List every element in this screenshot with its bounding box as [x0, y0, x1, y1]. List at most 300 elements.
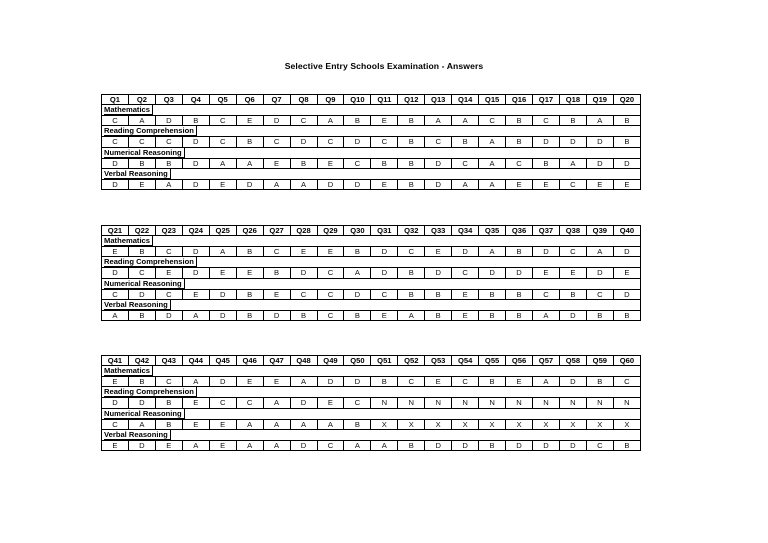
question-number-cell: Q36 [506, 226, 533, 236]
answer-cell: A [182, 310, 209, 320]
answer-cell: D [425, 440, 452, 450]
answer-cell: D [533, 440, 560, 450]
question-number-cell: Q34 [452, 226, 479, 236]
question-number-cell: Q38 [559, 226, 586, 236]
section-label: Numerical Reasoning [104, 279, 185, 289]
question-header-row [102, 356, 641, 366]
answer-cell: B [613, 310, 640, 320]
question-number-cell: Q2 [128, 95, 155, 105]
question-number-cell: Q14 [452, 95, 479, 105]
answer-cell: D [425, 158, 452, 168]
question-number-cell: Q12 [398, 95, 425, 105]
answer-cell: C [317, 310, 344, 320]
question-number-cell: Q59 [586, 356, 613, 366]
answer-cell: E [102, 440, 129, 450]
question-number-cell: Q17 [533, 95, 560, 105]
answer-cell: D [425, 268, 452, 278]
question-number-cell: Q54 [452, 356, 479, 366]
answer-cell: E [452, 289, 479, 299]
section-label-cell [102, 236, 641, 247]
answer-cell: A [236, 419, 263, 429]
question-number-cell: Q43 [155, 356, 182, 366]
section-label-row [102, 236, 641, 247]
question-number-cell: Q13 [425, 95, 452, 105]
answers-table-q41-q60 [101, 355, 641, 451]
answer-cell: B [371, 158, 398, 168]
answers-row [102, 179, 641, 189]
answer-cell: D [344, 137, 371, 147]
answer-cell: E [209, 419, 236, 429]
question-number-cell: Q55 [479, 356, 506, 366]
answer-cell: D [263, 116, 290, 126]
answer-cell: A [290, 377, 317, 387]
answer-cell: C [263, 137, 290, 147]
answer-cell: B [506, 289, 533, 299]
answer-cell: X [613, 419, 640, 429]
answer-cell: D [182, 268, 209, 278]
answer-cell: A [371, 440, 398, 450]
answer-cell: D [263, 310, 290, 320]
answers-row [102, 268, 641, 278]
answer-cell: B [128, 310, 155, 320]
answer-cell: B [559, 289, 586, 299]
answer-cell: N [398, 398, 425, 408]
answer-cell: D [371, 247, 398, 257]
answer-cell: B [613, 116, 640, 126]
answer-cell: C [317, 289, 344, 299]
answer-cell: B [613, 440, 640, 450]
answer-cell: E [209, 268, 236, 278]
question-number-cell: Q28 [290, 226, 317, 236]
question-number-cell: Q26 [236, 226, 263, 236]
answer-cell: B [371, 377, 398, 387]
answer-cell: B [479, 289, 506, 299]
answer-cell: D [102, 268, 129, 278]
answer-cell: D [317, 179, 344, 189]
answer-cell: X [559, 419, 586, 429]
answer-cell: A [290, 419, 317, 429]
answer-cell: D [586, 137, 613, 147]
answer-cell: E [425, 247, 452, 257]
question-number-cell: Q23 [155, 226, 182, 236]
question-number-cell: Q24 [182, 226, 209, 236]
answer-cell: C [506, 158, 533, 168]
answer-cell: E [371, 116, 398, 126]
answers-row [102, 158, 641, 168]
question-number-cell: Q45 [209, 356, 236, 366]
answer-cell: A [102, 310, 129, 320]
answer-cell: B [344, 116, 371, 126]
section-label-row [102, 278, 641, 289]
answers-row [102, 398, 641, 408]
answer-cell: C [155, 377, 182, 387]
answer-cell: E [506, 377, 533, 387]
answers-table-q21-q40 [101, 225, 641, 321]
answer-cell: N [559, 398, 586, 408]
answer-cell: B [398, 179, 425, 189]
answer-cell: X [506, 419, 533, 429]
answer-cell: D [290, 440, 317, 450]
answer-cell: B [506, 116, 533, 126]
answer-cell: D [128, 398, 155, 408]
answer-cell: E [613, 179, 640, 189]
answer-cell: C [398, 377, 425, 387]
answer-cell: B [479, 377, 506, 387]
answer-cell: N [479, 398, 506, 408]
question-number-cell: Q25 [209, 226, 236, 236]
answer-cell: E [263, 289, 290, 299]
question-number-cell: Q41 [102, 356, 129, 366]
answer-cell: A [344, 440, 371, 450]
question-number-cell: Q5 [209, 95, 236, 105]
question-number-cell: Q50 [344, 356, 371, 366]
answer-cell: A [263, 398, 290, 408]
answer-cell: D [586, 268, 613, 278]
answer-cell: D [128, 440, 155, 450]
answer-cell: C [209, 116, 236, 126]
answer-cell: B [425, 289, 452, 299]
answer-cell: N [613, 398, 640, 408]
question-number-cell: Q21 [102, 226, 129, 236]
answer-cell: C [102, 419, 129, 429]
question-number-cell: Q58 [559, 356, 586, 366]
answer-cell: A [236, 440, 263, 450]
answer-cell: D [479, 268, 506, 278]
answer-cell: A [263, 440, 290, 450]
question-number-cell: Q39 [586, 226, 613, 236]
question-number-cell: Q7 [263, 95, 290, 105]
answer-cell: A [344, 268, 371, 278]
answer-cell: D [533, 137, 560, 147]
answer-cell: D [182, 179, 209, 189]
section-label: Numerical Reasoning [104, 409, 185, 419]
section-label: Reading Comprehension [104, 126, 197, 136]
answer-cell: E [533, 268, 560, 278]
answer-cell: E [533, 179, 560, 189]
answer-cell: A [452, 179, 479, 189]
question-number-cell: Q52 [398, 356, 425, 366]
answer-cell: B [398, 137, 425, 147]
section-label-cell [102, 387, 641, 398]
answer-cell: E [236, 377, 263, 387]
section-label-cell [102, 299, 641, 310]
answer-cell: B [398, 268, 425, 278]
answer-cell: D [128, 289, 155, 299]
answer-cell: C [128, 137, 155, 147]
question-number-cell: Q27 [263, 226, 290, 236]
section-label: Verbal Reasoning [104, 300, 171, 310]
answer-cell: B [128, 158, 155, 168]
answer-cell: A [290, 179, 317, 189]
section-label: Verbal Reasoning [104, 169, 171, 179]
answer-cell: C [586, 289, 613, 299]
answer-cell: C [533, 289, 560, 299]
answer-cell: E [290, 247, 317, 257]
question-number-cell: Q1 [102, 95, 129, 105]
question-number-cell: Q3 [155, 95, 182, 105]
question-number-cell: Q57 [533, 356, 560, 366]
answer-cell: D [506, 440, 533, 450]
answer-cell: D [209, 310, 236, 320]
question-number-cell: Q42 [128, 356, 155, 366]
answer-cell: B [155, 398, 182, 408]
question-header-row [102, 226, 641, 236]
answer-cell: C [371, 137, 398, 147]
section-label: Mathematics [104, 105, 153, 115]
answer-cell: D [559, 440, 586, 450]
answer-cell: B [344, 247, 371, 257]
answer-cell: D [182, 137, 209, 147]
section-label-row [102, 147, 641, 158]
answer-cell: E [102, 247, 129, 257]
answers-table-q1-q20 [101, 94, 641, 190]
question-number-cell: Q49 [317, 356, 344, 366]
answers-row [102, 247, 641, 257]
answer-cell: A [128, 419, 155, 429]
question-number-cell: Q6 [236, 95, 263, 105]
section-label-row [102, 126, 641, 137]
answer-cell: C [290, 116, 317, 126]
answer-cell: D [559, 310, 586, 320]
answer-cell: B [155, 419, 182, 429]
question-number-cell: Q53 [425, 356, 452, 366]
answer-cell: E [425, 377, 452, 387]
answer-cell: A [182, 440, 209, 450]
question-number-cell: Q60 [613, 356, 640, 366]
answer-cell: D [102, 179, 129, 189]
section-label-row [102, 408, 641, 419]
answer-cell: E [236, 268, 263, 278]
answer-cell: E [209, 440, 236, 450]
answer-cell: B [128, 377, 155, 387]
answer-cell: C [452, 158, 479, 168]
answer-cell: C [290, 289, 317, 299]
answer-cell: E [452, 310, 479, 320]
question-number-cell: Q33 [425, 226, 452, 236]
answer-cell: A [317, 116, 344, 126]
answer-cell: N [452, 398, 479, 408]
answer-cell: C [236, 398, 263, 408]
answer-cell: B [398, 116, 425, 126]
answer-cell: B [182, 116, 209, 126]
answer-cell: E [317, 247, 344, 257]
answer-cell: B [479, 310, 506, 320]
answer-cell: A [452, 116, 479, 126]
answer-cell: X [586, 419, 613, 429]
answer-cell: A [209, 247, 236, 257]
question-number-cell: Q31 [371, 226, 398, 236]
question-number-cell: Q51 [371, 356, 398, 366]
answer-cell: A [236, 158, 263, 168]
section-label-cell [102, 408, 641, 419]
answer-cell: D [344, 289, 371, 299]
answer-cell: E [102, 377, 129, 387]
question-number-cell: Q18 [559, 95, 586, 105]
answer-cell: A [263, 179, 290, 189]
question-number-cell: Q22 [128, 226, 155, 236]
answer-cell: B [613, 137, 640, 147]
section-label: Mathematics [104, 236, 153, 246]
answer-cell: N [425, 398, 452, 408]
answer-cell: B [128, 247, 155, 257]
answer-cell: B [236, 289, 263, 299]
answer-cell: E [236, 116, 263, 126]
answer-cell: D [344, 179, 371, 189]
answer-cell: C [102, 289, 129, 299]
answer-cell: E [317, 398, 344, 408]
question-number-cell: Q19 [586, 95, 613, 105]
answer-cell: D [182, 158, 209, 168]
section-label: Verbal Reasoning [104, 430, 171, 440]
section-label: Mathematics [104, 366, 153, 376]
answer-cell: A [155, 179, 182, 189]
answer-cell: D [586, 158, 613, 168]
answer-cell: A [425, 116, 452, 126]
question-header-row [102, 95, 641, 105]
question-number-cell: Q20 [613, 95, 640, 105]
answer-cell: C [559, 247, 586, 257]
answer-cell: E [371, 179, 398, 189]
answer-cell: C [479, 116, 506, 126]
section-label: Numerical Reasoning [104, 148, 185, 158]
answer-cell: D [290, 268, 317, 278]
section-label-cell [102, 168, 641, 179]
answer-cell: D [290, 137, 317, 147]
answer-cell: C [209, 398, 236, 408]
answer-cell: B [263, 268, 290, 278]
answer-cell: C [344, 158, 371, 168]
answer-cell: D [317, 377, 344, 387]
answer-cell: C [398, 247, 425, 257]
answer-cell: B [533, 158, 560, 168]
answer-cell: N [506, 398, 533, 408]
question-number-cell: Q44 [182, 356, 209, 366]
section-label-cell [102, 147, 641, 158]
answer-cell: N [586, 398, 613, 408]
question-number-cell: Q9 [317, 95, 344, 105]
answer-cell: B [559, 116, 586, 126]
answer-cell: A [398, 310, 425, 320]
answer-cell: D [559, 377, 586, 387]
answer-cell: E [263, 377, 290, 387]
answer-cell: D [613, 158, 640, 168]
answer-cell: E [317, 158, 344, 168]
answers-row [102, 310, 641, 320]
answers-row [102, 116, 641, 126]
answer-cell: C [452, 377, 479, 387]
answer-cell: D [371, 268, 398, 278]
answers-row [102, 440, 641, 450]
answer-cell: E [559, 268, 586, 278]
section-label-row [102, 105, 641, 116]
answer-cell: A [479, 137, 506, 147]
answer-cell: D [102, 398, 129, 408]
answer-cell: D [506, 268, 533, 278]
answer-cell: D [155, 310, 182, 320]
answer-cell: X [452, 419, 479, 429]
answer-cell: B [452, 137, 479, 147]
answer-cell: B [398, 289, 425, 299]
answer-cell: B [586, 310, 613, 320]
answer-cell: E [182, 419, 209, 429]
question-number-cell: Q32 [398, 226, 425, 236]
answer-cell: A [533, 377, 560, 387]
answer-cell: B [344, 310, 371, 320]
answer-cell: C [371, 289, 398, 299]
answers-row [102, 377, 641, 387]
section-label-row [102, 168, 641, 179]
answer-cell: C [155, 137, 182, 147]
answer-cell: C [533, 116, 560, 126]
answer-cell: E [182, 398, 209, 408]
answer-cell: C [102, 116, 129, 126]
answer-cell: D [559, 137, 586, 147]
question-number-cell: Q11 [371, 95, 398, 105]
question-number-cell: Q47 [263, 356, 290, 366]
question-number-cell: Q15 [479, 95, 506, 105]
answer-cell: B [290, 310, 317, 320]
answer-cell: C [317, 440, 344, 450]
answer-cell: B [506, 137, 533, 147]
answer-cell: B [506, 310, 533, 320]
answer-cell: A [586, 247, 613, 257]
answer-cell: B [398, 440, 425, 450]
section-label-cell [102, 257, 641, 268]
question-number-cell: Q56 [506, 356, 533, 366]
section-label-cell [102, 278, 641, 289]
answer-cell: E [182, 289, 209, 299]
answers-row [102, 137, 641, 147]
answer-cell: X [398, 419, 425, 429]
answer-cell: B [236, 310, 263, 320]
section-label: Reading Comprehension [104, 257, 197, 267]
answer-cell: D [290, 398, 317, 408]
answer-cell: B [586, 377, 613, 387]
answer-cell: A [128, 116, 155, 126]
section-label-cell [102, 105, 641, 116]
question-number-cell: Q48 [290, 356, 317, 366]
answer-cell: C [155, 289, 182, 299]
answer-cell: C [586, 440, 613, 450]
answer-cell: D [613, 289, 640, 299]
answer-cell: A [479, 179, 506, 189]
answer-cell: A [317, 419, 344, 429]
answer-cell: D [209, 289, 236, 299]
answer-cell: B [398, 158, 425, 168]
answer-cell: C [452, 268, 479, 278]
answer-cell: D [613, 247, 640, 257]
question-number-cell: Q37 [533, 226, 560, 236]
answer-cell: A [209, 158, 236, 168]
question-number-cell: Q40 [613, 226, 640, 236]
answer-cell: A [533, 310, 560, 320]
answer-cell: D [452, 247, 479, 257]
answer-cell: C [209, 137, 236, 147]
answer-cell: D [452, 440, 479, 450]
answer-cell: B [155, 158, 182, 168]
answer-cell: D [344, 377, 371, 387]
answer-cell: B [344, 419, 371, 429]
answer-cell: E [209, 179, 236, 189]
answer-cell: E [155, 440, 182, 450]
answer-cell: B [425, 310, 452, 320]
answer-cell: E [371, 310, 398, 320]
answer-cell: C [128, 268, 155, 278]
answer-cell: D [425, 179, 452, 189]
answer-cell: X [371, 419, 398, 429]
answer-cell: C [155, 247, 182, 257]
question-number-cell: Q30 [344, 226, 371, 236]
